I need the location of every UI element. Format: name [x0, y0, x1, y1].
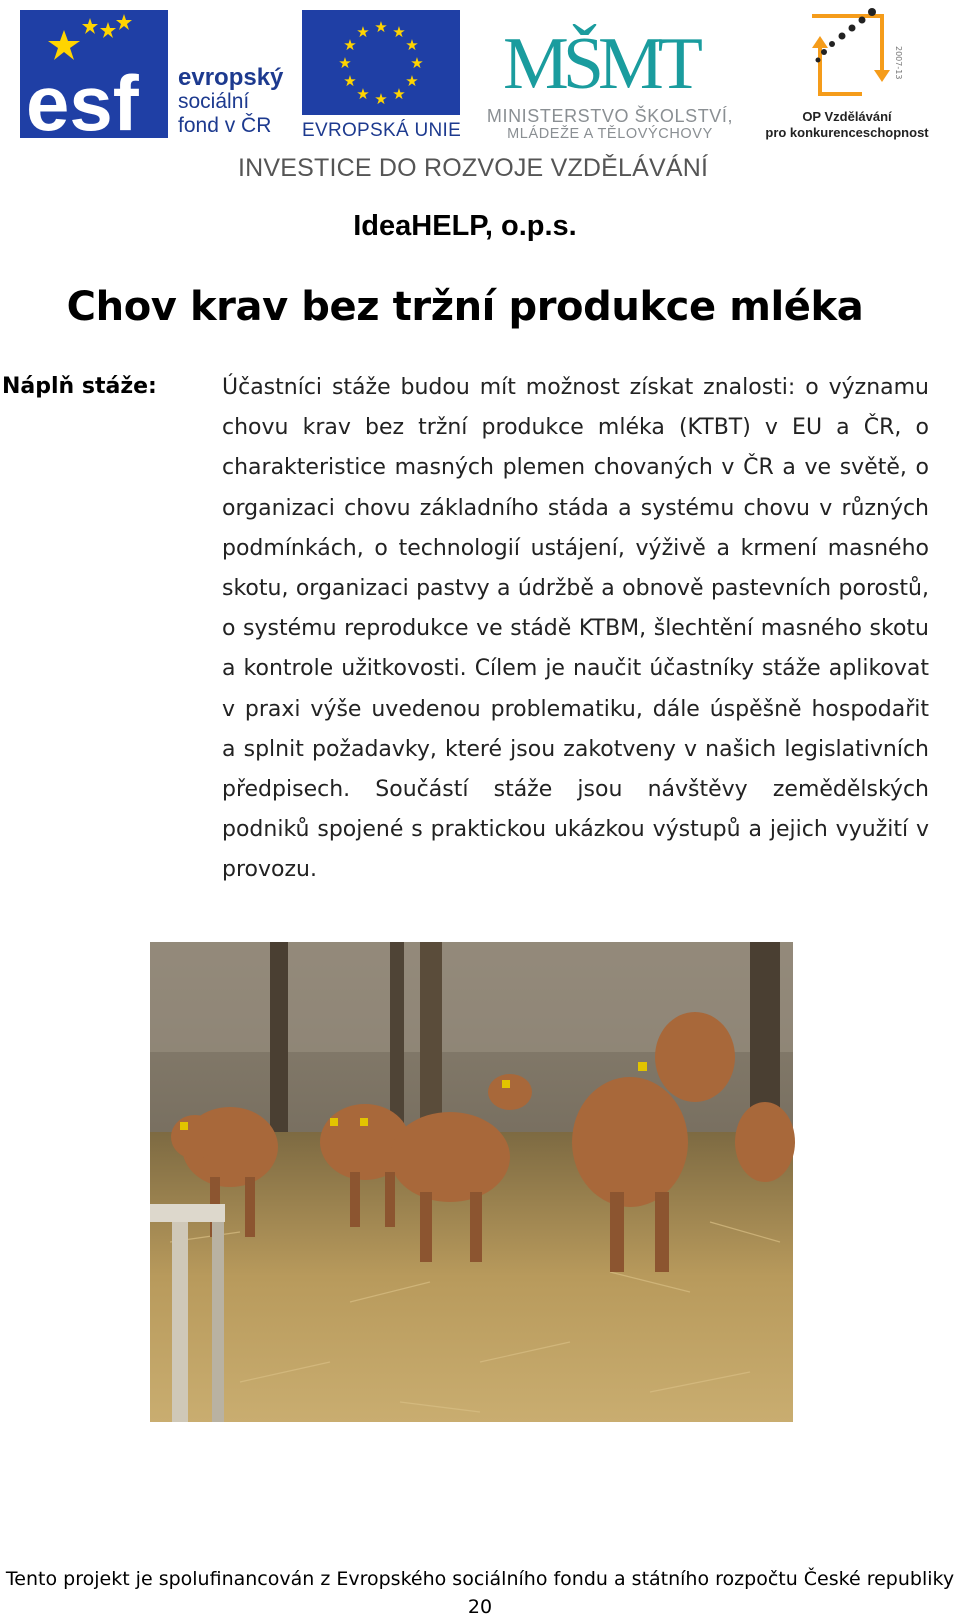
svg-text:★: ★: [392, 85, 406, 103]
msmt-text: [470, 106, 750, 143]
svg-text:★: ★: [338, 54, 352, 72]
svg-text:★: ★: [343, 72, 357, 90]
op-line2: pro konkurenceschopnost: [765, 125, 929, 140]
svg-text:★: ★: [405, 72, 419, 90]
op-badge: 2007-13: [894, 46, 903, 80]
eu-logo: [302, 10, 462, 140]
esf-logo: [20, 10, 290, 147]
op-text: [752, 109, 942, 141]
eu-label: EVROPSKÁ UNIE: [302, 120, 462, 141]
eu-flag-icon: [302, 10, 460, 115]
esf-line1: evropský: [178, 64, 284, 91]
svg-text:★: ★: [343, 36, 357, 54]
section-label: Náplň stáže:: [2, 374, 157, 399]
op-line1: OP Vzdělávání: [802, 109, 892, 124]
msmt-logo: [470, 8, 750, 143]
svg-text:esf: esf: [26, 59, 139, 147]
section-text: Účastníci stáže budou mít možnost získat znalosti: o významu chovu krav bez tržní produkce mléka (KTBT) v EU a ČR, o charakteristice masných plemen chovaných v ČR a ve světě, o organizaci chovu základního stáda a systému chovu v různých podmínkách, o technologií ustájení, výživě a krmení masného skotu, organizaci pastvy a údržbě a obnově pastevních porostů, o systému reprodukce ve stádě KTBM, šlechtění masného skotu a kontrole užitkovosti. Cílem je naučit účastníky stáže aplikovat v praxi výše uvedenou problematiku, dále úspěšně hospodařit a splnit požadavky, které jsou zakotveny v našich legislativních předpisech. Součástí stáže jsou návštěvy zemědělských podniků spojené s praktickou ukázkou výstupů a jejich využití v provozu.: [222, 375, 929, 883]
esf-mark-icon: [20, 10, 168, 147]
esf-line3: fond v ČR: [178, 114, 272, 137]
footer-text: Tento projekt je spolufinancován z Evropského sociálního fondu a státního rozpočtu České republiky: [5, 1568, 955, 1590]
svg-text:★: ★: [374, 18, 388, 36]
page-title: Chov krav bez tržní produkce mléka: [66, 284, 864, 330]
esf-text: [178, 66, 283, 138]
svg-text:★: ★: [374, 90, 388, 108]
svg-text:★: ★: [356, 23, 370, 41]
svg-text:★: ★: [392, 23, 406, 41]
page-number: 20: [467, 1596, 493, 1618]
msmt-line2: MLÁDEŽE A TĚLOVÝCHOVY: [507, 126, 713, 142]
svg-text:★: ★: [356, 85, 370, 103]
logo-bar: [0, 0, 960, 200]
tagline: INVESTICE DO ROZVOJE VZDĚLÁVÁNÍ: [238, 154, 709, 182]
msmt-line1: MINISTERSTVO ŠKOLSTVÍ,: [486, 106, 734, 126]
svg-text:★: ★: [410, 54, 424, 72]
esf-line2: sociální: [178, 90, 250, 113]
op-mark-icon: [792, 6, 902, 106]
footer: [0, 1565, 960, 1621]
org-name: IdeaHELP, o.p.s.: [353, 210, 577, 242]
cattle-photo: [150, 942, 793, 1422]
op-logo: [752, 6, 942, 146]
svg-text:★: ★: [405, 36, 419, 54]
msmt-mark-icon: [503, 8, 697, 105]
msmt-mark: MŠMT: [503, 23, 697, 105]
